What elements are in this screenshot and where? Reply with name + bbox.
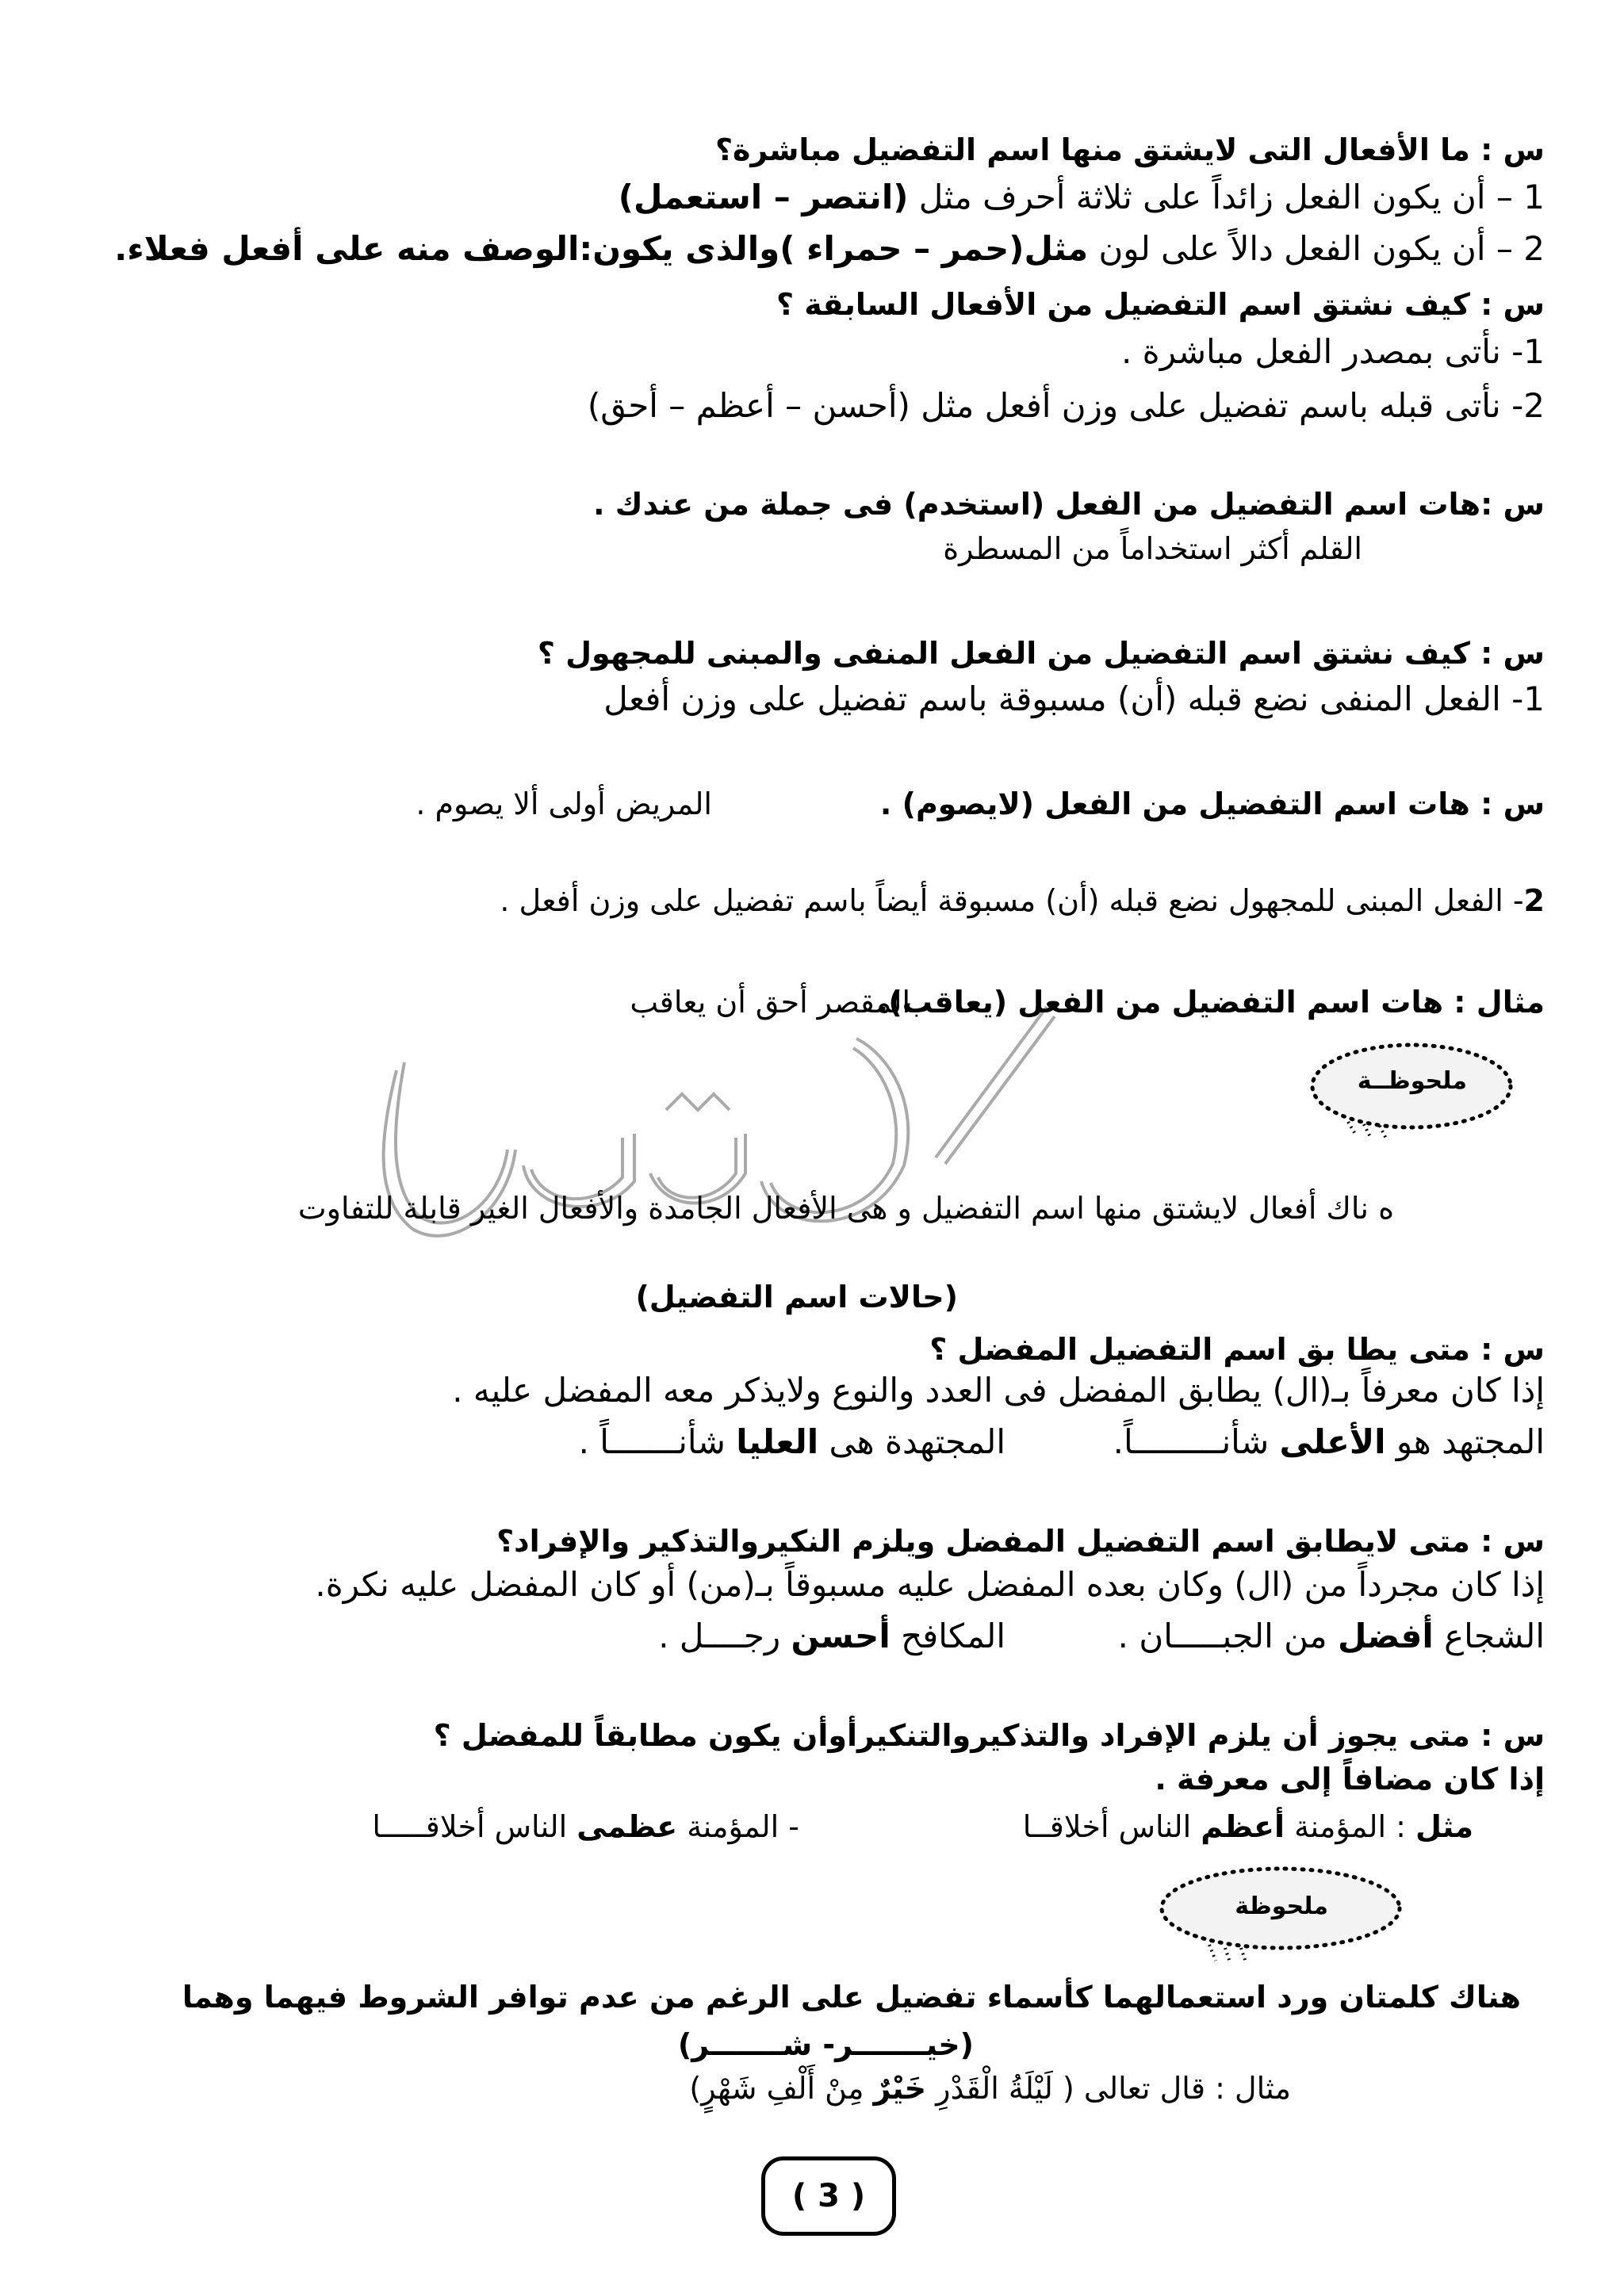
note-text-2: هناك كلمتان ورد استعمالهما كأسماء تفضيل على الرغم من عدم توافر الشروط فيهما وهما	[182, 1980, 1521, 2015]
question-2: س : كيف نشتق اسم التفضيل من الأفعال السابقة ؟	[776, 287, 1545, 322]
example-text: مثال : قال تعالى ( لَيْلَةُ الْقَدْرِ	[926, 2071, 1291, 2106]
note-cloud-1	[1300, 1031, 1522, 1142]
example-text: الناس أخلاقـــــا	[372, 1809, 577, 1844]
note-text-1: ه ناك أفعال لايشتق منها اسم التفضيل و هى الأفعال الجامدة والأفعال الغير قابلة للتفاوت	[297, 1191, 1394, 1226]
answer-7-example-2	[658, 1617, 1005, 1655]
example-text: شأنـــــــاً .	[578, 1422, 737, 1461]
question-4: س : كيف نشتق اسم التفضيل من الفعل المنفى والمبنى للمجهول ؟	[537, 636, 1545, 671]
answer-4-item-2	[500, 882, 1545, 920]
answer-2-item-2: 2- نأتى قبله باسم تفضيل على وزن أفعل مثل (أحسن – أعظم – أحق)	[587, 386, 1545, 425]
example-keyword: العليا	[736, 1422, 819, 1461]
example-text: - المؤمنة	[677, 1809, 799, 1844]
answer-1-item-1-example: (انتصر – استعمل)	[618, 178, 909, 216]
example-text: شأنـــــــــاً.	[1113, 1422, 1280, 1461]
question-1: س : ما الأفعال التى لايشتق منها اسم التفضيل مباشرة؟	[714, 132, 1545, 167]
answer-6-example-1	[1113, 1423, 1545, 1461]
example-text: المكافح	[890, 1617, 1005, 1655]
quran-example	[689, 2069, 1291, 2107]
answer-1-item-2	[114, 230, 1545, 268]
example-keyword: أعظم	[1201, 1809, 1285, 1844]
question-5: س : هات اسم التفضيل من الفعل (لايصوم) .	[879, 786, 1545, 821]
example-answer: المقصر أحق أن يعاقب	[630, 985, 910, 1020]
answer-5: المريض أولى ألا يصوم .	[416, 786, 712, 821]
answer-1-item-1-text: 1 – أن يكون الفعل زائداً على ثلاثة أحرف مثل	[908, 178, 1545, 216]
example-text: الناس أخلاقــا	[1022, 1809, 1201, 1844]
note-cloud-2	[1146, 1859, 1415, 1966]
answer-8-example-2	[372, 1808, 799, 1846]
example-text: المجتهدة هى	[818, 1422, 1005, 1461]
question-3: س :هات اسم التفضيل من الفعل (استخدم) فى جملة من عندك .	[593, 487, 1545, 522]
answer-7-example-1	[1118, 1617, 1545, 1655]
answer-1-item-1	[619, 178, 1545, 216]
answer-4-item-2-text: - الفعل المبنى للمجهول نضع قبله (أن) مسبوقة أيضاً باسم تفضيل على وزن أفعل .	[500, 883, 1524, 918]
example-text: رجــــل .	[658, 1617, 791, 1655]
example-text: : المؤمنة	[1285, 1809, 1416, 1844]
answer-7: إذا كان مجرداً من (ال) وكان بعده المفضل عليه مسبوقاً بـ(من) أو كان المفضل عليه نكرة.	[315, 1565, 1545, 1604]
exception-words: (خيـــــــر- شـــــــر)	[677, 2027, 974, 2062]
note-label-1: ملحوظــة	[1357, 1067, 1467, 1095]
example-keyword: عظمى	[576, 1809, 678, 1844]
example-question: مثال : هات اسم التفضيل من الفعل (يعاقب).	[876, 985, 1545, 1020]
page-number: ( 3 )	[761, 2156, 896, 2236]
answer-1-item-2-text: 2 – أن يكون الفعل دالاً على لون	[1088, 229, 1545, 268]
question-8: س : متى يجوز أن يلزم الإفراد والتذكيروالتنكيرأوأن يكون مطابقاً للمفضل ؟	[433, 1718, 1545, 1753]
answer-8-example-1	[1023, 1808, 1473, 1846]
answer-6-example-2	[579, 1423, 1005, 1461]
example-keyword: أحسن	[791, 1617, 891, 1655]
example-keyword: الأعلى	[1279, 1422, 1386, 1461]
example-text: من الجبـــــان .	[1117, 1617, 1338, 1655]
answer-3: القلم أكثر استخداماً من المسطرة	[943, 531, 1362, 566]
example-keyword: أفضل	[1337, 1617, 1434, 1655]
answer-1-item-2-example: مثل(حمر – حمراء )والذى يكون:الوصف منه على أفعل فعلاء.	[114, 229, 1089, 268]
example-label: مثل	[1415, 1809, 1473, 1844]
example-text: المجتهد هو	[1385, 1422, 1545, 1461]
example-text: مِنْ أَلْفِ شَهْرٍ)	[689, 2071, 874, 2106]
note-label-2: ملحوظة	[1235, 1892, 1328, 1920]
example-text: الشجاع	[1433, 1617, 1545, 1655]
answer-8: إذا كان مضافاً إلى معرفة .	[1155, 1762, 1545, 1797]
section-title: (حالات اسم التفضيل)	[635, 1280, 958, 1314]
answer-4-item-2-number: 2	[1523, 883, 1545, 918]
question-7: س : متى لايطابق اسم التفضيل المفضل ويلزم النكيروالتذكير والإفراد؟	[496, 1524, 1545, 1559]
answer-4-item-1: 1- الفعل المنفى نضع قبله (أن) مسبوقة باسم تفضيل على وزن أفعل	[603, 679, 1545, 718]
example-keyword: خَيْرٌ	[873, 2071, 927, 2106]
answer-6: إذا كان معرفاً بـ(ال) يطابق المفضل فى العدد والنوع ولايذكر معه المفضل عليه .	[452, 1371, 1545, 1410]
question-6: س : متى يطا بق اسم التفضيل المفضل ؟	[929, 1332, 1545, 1367]
answer-2-item-1: 1- نأتى بمصدر الفعل مباشرة .	[1120, 332, 1545, 371]
